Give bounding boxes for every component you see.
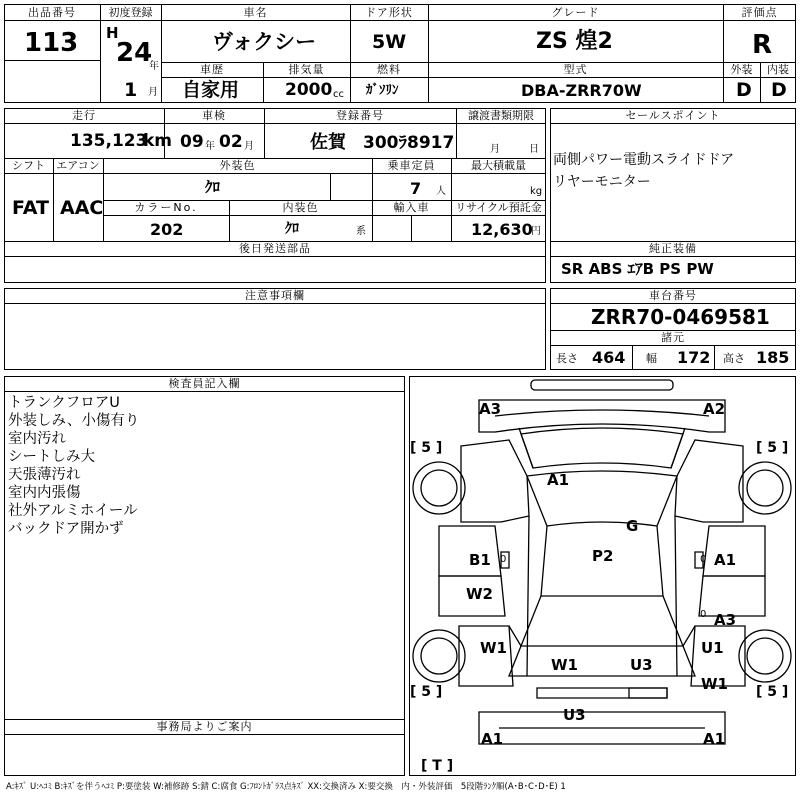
era: H	[106, 24, 119, 42]
history: 自家用	[182, 79, 240, 101]
inspector-note: シートしみ大	[8, 449, 95, 465]
car-diagram	[409, 376, 796, 776]
specs-label: 諸元	[661, 331, 685, 344]
office-label: 事務局よりご案内	[156, 720, 253, 733]
damage-mark: W1	[551, 656, 578, 674]
int-color-unit: 系	[356, 226, 366, 237]
car-name-label: 車名	[243, 6, 268, 19]
mileage-unit: km	[143, 131, 173, 151]
capacity: 7	[410, 179, 422, 198]
inspector-note: 室内汚れ	[8, 431, 66, 447]
inspector-note: 外装しみ、小傷有り	[8, 413, 140, 429]
month-unit: 月	[148, 87, 158, 98]
import-label: 輸入車	[393, 201, 430, 214]
length-label: 長さ	[556, 352, 578, 365]
inspector-note: 室内内張傷	[8, 485, 81, 501]
ac-label: エアコン	[56, 159, 100, 172]
genuine-label: 純正装備	[649, 242, 697, 255]
door-label: ドア形状	[365, 6, 413, 19]
inspection-year: 09	[180, 132, 204, 152]
ext-color-label: 外装色	[219, 159, 256, 172]
door: 5W	[372, 31, 407, 53]
int-color: ｸﾛ	[285, 221, 299, 237]
sales-point-2: リヤーモニター	[553, 174, 651, 190]
damage-mark: A1	[481, 730, 504, 748]
sales-point-1: 両側パワー電動スライドドア	[553, 152, 735, 168]
model-label: 型式	[563, 63, 588, 76]
damage-mark: B1	[469, 551, 491, 569]
legend: A:ｷｽﾞ U:ﾍｺﾐ B:ｷｽﾞを伴うﾍｺﾐ P:要塗装 W:補修跡 S:錆 C:腐食 G:ﾌﾛﾝﾄｶﾞﾗｽ点ｷｽﾞ XX:交換済み X:要交換 内・外装評価 5段階ﾗﾝｸ順(A･B･C･D･E) 1	[6, 782, 566, 792]
recycle: 12,630	[471, 220, 533, 239]
int-color-label: 内装色	[282, 201, 319, 214]
height: 185	[756, 348, 790, 367]
inspector-note: トランクフロアU	[8, 395, 120, 411]
tire-mark: [ 5 ]	[756, 684, 789, 700]
damage-mark: W1	[701, 675, 728, 693]
mileage: 135,123	[70, 131, 148, 151]
inspection-year-unit: 年	[205, 141, 215, 152]
inspection-label: 車検	[202, 109, 226, 122]
load-label: 最大積載量	[471, 159, 526, 172]
damage-mark: A3	[714, 611, 737, 629]
small-zero: 0	[500, 554, 507, 565]
damage-mark: A2	[703, 400, 726, 418]
plate-label: 登録番号	[336, 109, 384, 122]
small-zero: 0	[700, 554, 707, 565]
shift: FAT	[12, 197, 49, 219]
damage-mark: U1	[701, 639, 724, 657]
damage-mark: A3	[479, 400, 502, 418]
damage-mark: P2	[592, 547, 614, 565]
exterior-label: 外装	[730, 63, 753, 76]
capacity-label: 乗車定員	[387, 159, 436, 172]
year-unit: 年	[149, 61, 159, 72]
damage-mark: W2	[466, 585, 493, 603]
capacity-unit: 人	[436, 186, 446, 197]
recycle-unit: 円	[531, 226, 541, 237]
tire-mark: [ T ]	[421, 758, 454, 774]
history-label: 車歴	[200, 63, 224, 76]
exterior-score: D	[736, 79, 752, 101]
lot-no: 113	[24, 28, 79, 58]
color-no: 202	[150, 220, 184, 239]
small-zero: 0	[700, 609, 707, 620]
damage-mark: A1	[703, 730, 726, 748]
inspection-month-unit: 月	[244, 141, 254, 152]
damage-mark: A1	[714, 551, 737, 569]
damage-mark: W1	[480, 639, 507, 657]
displacement: 2000	[285, 80, 333, 100]
first-reg-month: 1	[124, 79, 138, 101]
score: R	[752, 30, 773, 60]
lot-no-label: 出品番号	[28, 6, 76, 19]
displacement-unit: cc	[333, 89, 344, 100]
tire-mark: [ 5 ]	[410, 684, 443, 700]
sales-points-label: セールスポイント	[625, 109, 721, 122]
inspection-month: 02	[219, 132, 243, 152]
model: DBA-ZRR70W	[521, 81, 642, 100]
transfer-day-unit: 日	[529, 144, 539, 155]
load-unit: kg	[530, 186, 543, 197]
width: 172	[677, 348, 711, 367]
inspector-label: 検査員記入欄	[168, 377, 241, 390]
mileage-label: 走行	[72, 109, 96, 122]
damage-mark: U3	[630, 656, 653, 674]
tire-mark: [ 5 ]	[410, 440, 443, 456]
first-reg-label: 初度登録	[108, 6, 153, 19]
color-no-label: カラーNo.	[134, 201, 198, 214]
damage-mark: A1	[547, 471, 570, 489]
later-parts-label: 後日発送部品	[239, 242, 311, 255]
inspector-note: 天張薄汚れ	[8, 467, 81, 483]
inspector-note: 社外アルミホイール	[8, 503, 138, 519]
displacement-label: 排気量	[288, 63, 325, 76]
interior-label: 内装	[767, 63, 789, 76]
height-label: 高さ	[723, 352, 745, 365]
ac: AAC	[60, 197, 104, 219]
length: 464	[592, 348, 626, 367]
tire-mark: [ 5 ]	[756, 440, 789, 456]
width-label: 幅	[646, 352, 657, 365]
genuine-equipment: SR ABS ｴｱB PS PW	[561, 260, 714, 278]
damage-mark: U3	[563, 706, 586, 724]
chassis-number: ZRR70-0469581	[591, 305, 770, 329]
transfer-month-unit: 月	[490, 144, 500, 155]
ext-color: ｸﾛ	[205, 178, 221, 196]
plate-area: 佐賀	[310, 132, 346, 153]
inspector-note: バックドア開かず	[8, 521, 124, 537]
grade-label: グレード	[551, 6, 600, 19]
score-label: 評価点	[741, 6, 778, 19]
first-reg-year: 24	[116, 38, 153, 68]
car-name: ヴォクシー	[212, 30, 317, 54]
transfer-label: 譲渡書類期限	[468, 109, 534, 122]
caution-label: 注意事項欄	[245, 289, 305, 302]
chassis-label: 車台番号	[649, 289, 697, 302]
interior-score: D	[771, 79, 787, 101]
grade: ZS 煌2	[536, 29, 613, 54]
fuel: ｶﾞｿﾘﾝ	[366, 83, 399, 98]
damage-mark: G	[626, 517, 639, 535]
plate-number: 300ﾗ8917	[363, 133, 455, 153]
fuel-label: 燃料	[377, 63, 401, 76]
shift-label: シフト	[12, 159, 45, 172]
recycle-label: リサイクル預託金	[455, 201, 542, 214]
